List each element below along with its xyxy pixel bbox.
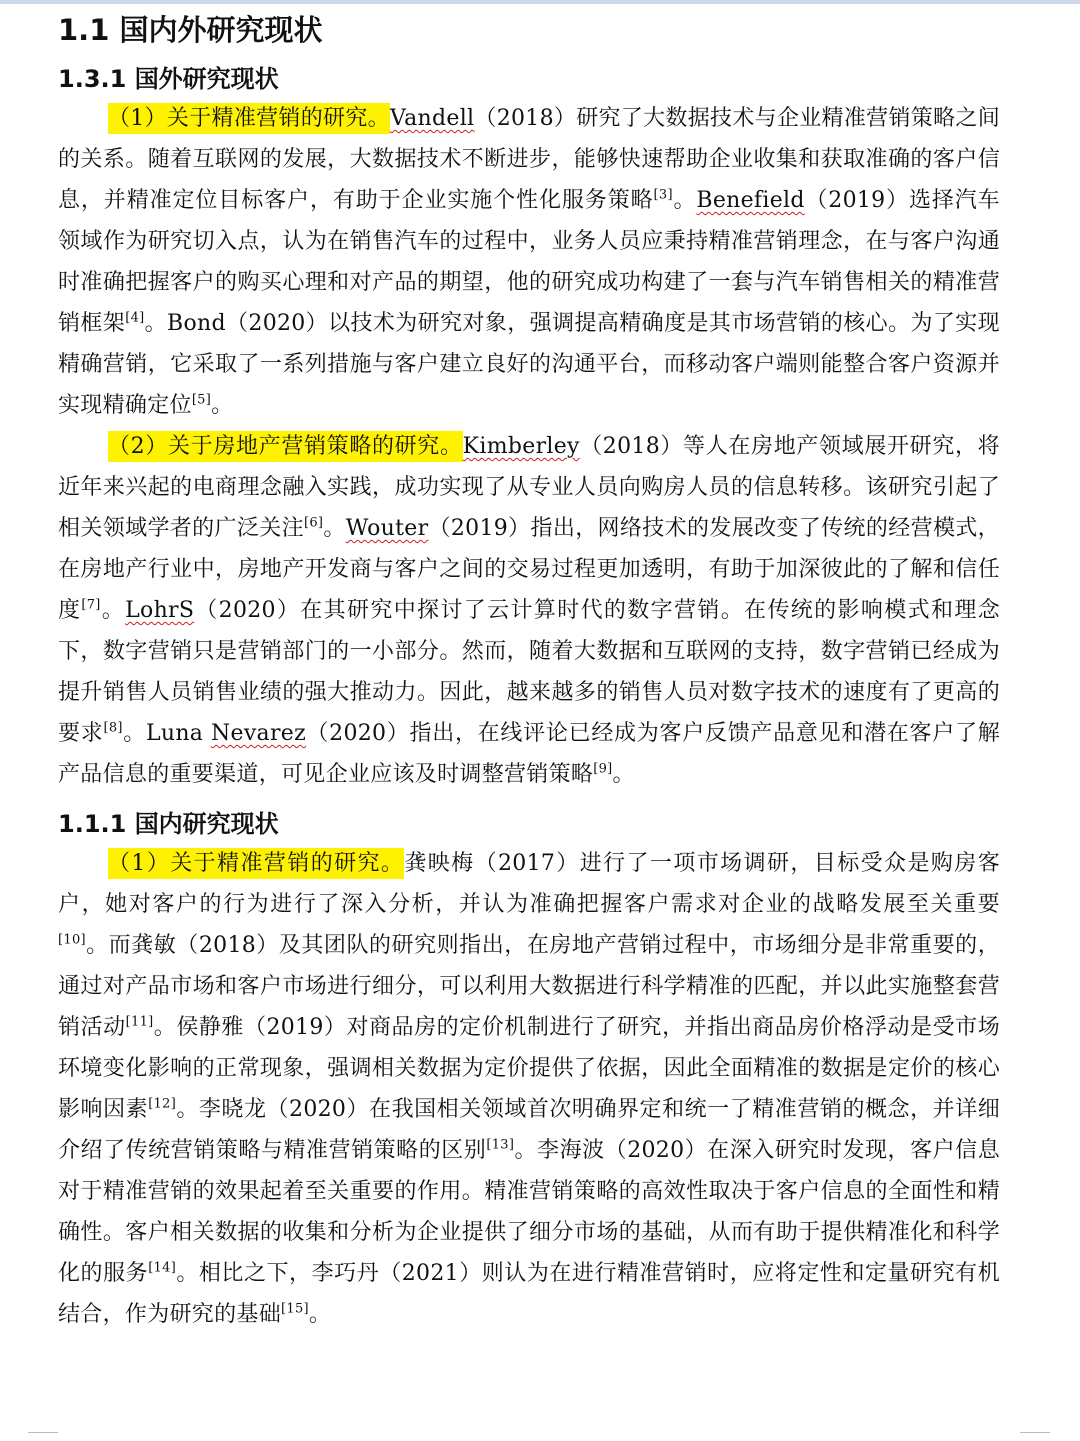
sentence-text: 。Bond（2020）以技术为研究对象，强调提高精确度是其市场营销的核心。为了实现精确营销，它采取了一系列措施与客户建立良好的沟通平台，而移动客户端则能整合客户资源并实现精确定位 [58, 311, 1000, 418]
citation-10[interactable]: [10] [58, 932, 86, 948]
author-nevarez: Nevarez [210, 721, 306, 746]
sentence-text: （2019）指出，网络技术的发展改变了传统的经营模式，在房地产行业中，房地产开发商与客户之间的交易过程更加透明，有助于加深彼此的了解和信任度 [58, 516, 1000, 623]
sentence-text: （2018）等人在房地产领域展开研究，将近年来兴起的电商理念融入实践，成功实现了从专业人员向购房人员的信息转移。该研究引起了相关领域学者的广泛关注 [58, 434, 1000, 541]
author-kimberley: Kimberley [462, 434, 580, 459]
document-page [58, 10, 1000, 1335]
citation-11[interactable]: [11] [125, 1014, 154, 1030]
citation-9[interactable]: [9] [593, 761, 613, 777]
author-benefield: Benefield [696, 188, 805, 213]
sentence-text: （2019）选择汽车领域作为研究切入点，认为在销售汽车的过程中，业务人员应秉持精准营销理念，在与客户沟通时准确把握客户的购买心理和对产品的期望，他的研究成功构建了一套与汽车销售相关的精准营销框架 [58, 188, 1000, 336]
author-lohrs: LohrS [125, 598, 195, 623]
sentence-text: 。而龚敏（2018）及其团队的研究则指出，在房地产营销过程中，市场细分是非常重要的，通过对产品市场和客户市场进行细分，可以利用大数据进行科学精准的匹配，并以此实施整套营销活动 [58, 933, 1000, 1040]
page-corner-mark-right [1020, 1432, 1050, 1433]
sentence-text: 。李晓龙（2020）在我国相关领域首次明确界定和统一了精准营销的概念，并详细介绍了传统营销策略与精准营销策略的区别 [58, 1097, 1001, 1163]
sentence-text: 。相比之下，李巧丹（2021）则认为在进行精准营销时，应将定性和定量研究有机结合，作为研究的基础 [58, 1261, 1001, 1327]
window-top-edge [0, 0, 1080, 4]
domestic-research-heading: 1.1.1 国内研究现状 [58, 810, 279, 838]
author-vandell: Vandell [389, 106, 475, 131]
sentence-text: 。李海波（2020）在深入研究时发现，客户信息对于精准营销的效果起着至关重要的作用。精准营销策略的高效性取决于客户信息的全面性和精确性。客户相关数据的收集和分析为企业提供了细分市场的基础，从而有助于提供精准化和科学化的服务 [58, 1138, 1001, 1286]
foreign-paragraph-2: （2）关于房地产营销策略的研究。Kimberley（2018）等人在房地产领域展开研究，将近年来兴起的电商理念融入实践，成功实现了从专业人员向购房人员的信息转移。该研究引起了相关领域学者的广泛关注[6]。Wouter（2019）指出，网络技术的发展改变了传统的经营模式，在房地产行业中，房地产开发商与客户之间的交易过程更加透明，有助于加深彼此的了解和信任度[7]。LohrS（2020）在其研究中探讨了云计算时代的数字营销。在传统的影响模式和理念下，数字营销只是营销部门的一小部分。然而，随着大数据和互联网的支持，数字营销已经成为提升销售人员销售业绩的强大推动力。因此，越来越多的销售人员对数字技术的速度有了更高的要求[8]。Luna Nevarez（2020）指出，在线评论已经成为客户反馈产品意见和潜在客户了解产品信息的重要渠道，可见企业应该及时调整营销策略[9]。 [58, 426, 1000, 795]
foreign-research-heading: 1.3.1 国外研究现状 [58, 65, 279, 93]
citation-13[interactable]: [13] [486, 1137, 515, 1153]
sentence-text: （2020）指出，在线评论已经成为客户反馈产品意见和潜在客户了解产品信息的重要渠道，可见企业应该及时调整营销策略 [58, 721, 1001, 787]
citation-3[interactable]: [3] [653, 187, 673, 203]
sentence-text: 龚映梅（2017）进行了一项市场调研，目标受众是购房客户，她对客户的行为进行了深入分析，并认为准确把握客户需求对企业的战略发展至关重要 [58, 851, 1000, 917]
highlight-real-estate-strategy: （2）关于房地产营销策略的研究。 [108, 431, 463, 462]
citation-5[interactable]: [5] [191, 392, 212, 408]
foreign-paragraph-1: （1）关于精准营销的研究。Vandell（2018）研究了大数据技术与企业精准营销策略之间的关系。随着互联网的发展，大数据技术不断进步，能够快速帮助企业收集和获取准确的客户信息，并精准定位目标客户，有助于企业实施个性化服务策略[3]。Benefield（2019）选择汽车领域作为研究切入点，认为在销售汽车的过程中，业务人员应秉持精准营销理念，在与客户沟通时准确把握客户的购买心理和对产品的期望，他的研究成功构建了一套与汽车销售相关的精准营销框架[4]。Bond（2020）以技术为研究对象，强调提高精确度是其市场营销的核心。为了实现精确营销，它采取了一系列措施与客户建立良好的沟通平台，而移动客户端则能整合客户资源并实现精确定位[5]。 [58, 98, 1000, 426]
citation-15[interactable]: [15] [281, 1301, 309, 1317]
sentence-text: 。侯静雅（2019）对商品房的定价机制进行了研究，并指出商品房价格浮动是受市场环境变化影响的正常现象，强调相关数据为定价提供了依据，因此全面精准的数据是定价的核心影响因素 [58, 1015, 1000, 1122]
citation-4[interactable]: [4] [125, 310, 145, 326]
citation-7[interactable]: [7] [81, 597, 101, 613]
highlight-precision-marketing: （1）关于精准营销的研究。 [108, 848, 404, 879]
main-heading: 1.1 国内外研究现状 [58, 13, 323, 47]
citation-12[interactable]: [12] [148, 1096, 177, 1112]
author-wouter: Wouter [345, 516, 429, 541]
sentence-text: （2020）在其研究中探讨了云计算时代的数字营销。在传统的影响模式和理念下，数字营销只是营销部门的一小部分。然而，随着大数据和互联网的支持，数字营销已经成为提升销售人员销售业绩的强大推动力。因此，越来越多的销售人员对数字技术的速度有了更高的要求 [58, 598, 1000, 746]
domestic-paragraph-1: （1）关于精准营销的研究。龚映梅（2017）进行了一项市场调研，目标受众是购房客户，她对客户的行为进行了深入分析，并认为准确把握客户需求对企业的战略发展至关重要[10]。而龚敏（2018）及其团队的研究则指出，在房地产营销过程中，市场细分是非常重要的，通过对产品市场和客户市场进行细分，可以利用大数据进行科学精准的匹配，并以此实施整套营销活动[11]。侯静雅（2019）对商品房的定价机制进行了研究，并指出商品房价格浮动是受市场环境变化影响的正常现象，强调相关数据为定价提供了依据，因此全面精准的数据是定价的核心影响因素[12]。李晓龙（2020）在我国相关领域首次明确界定和统一了精准营销的概念，并详细介绍了传统营销策略与精准营销策略的区别[13]。李海波（2020）在深入研究时发现，客户信息对于精准营销的效果起着至关重要的作用。精准营销策略的高效性取决于客户信息的全面性和精确性。客户相关数据的收集和分析为企业提供了细分市场的基础，从而有助于提供精准化和科学化的服务[14]。相比之下，李巧丹（2021）则认为在进行精准营销时，应将定性和定量研究有机结合，作为研究的基础[15]。 [58, 843, 1000, 1335]
citation-6[interactable]: [6] [303, 515, 324, 531]
citation-14[interactable]: [14] [148, 1260, 177, 1276]
sentence-text: （2018）研究了大数据技术与企业精准营销策略之间的关系。随着互联网的发展，大数据技术不断进步，能够快速帮助企业收集和获取准确的客户信息，并精准定位目标客户，有助于企业实施个性化服务策略 [58, 106, 1000, 213]
citation-8[interactable]: [8] [103, 720, 123, 736]
highlight-precision-marketing: （1）关于精准营销的研究。 [108, 103, 390, 134]
page-corner-mark-left [28, 1432, 58, 1433]
